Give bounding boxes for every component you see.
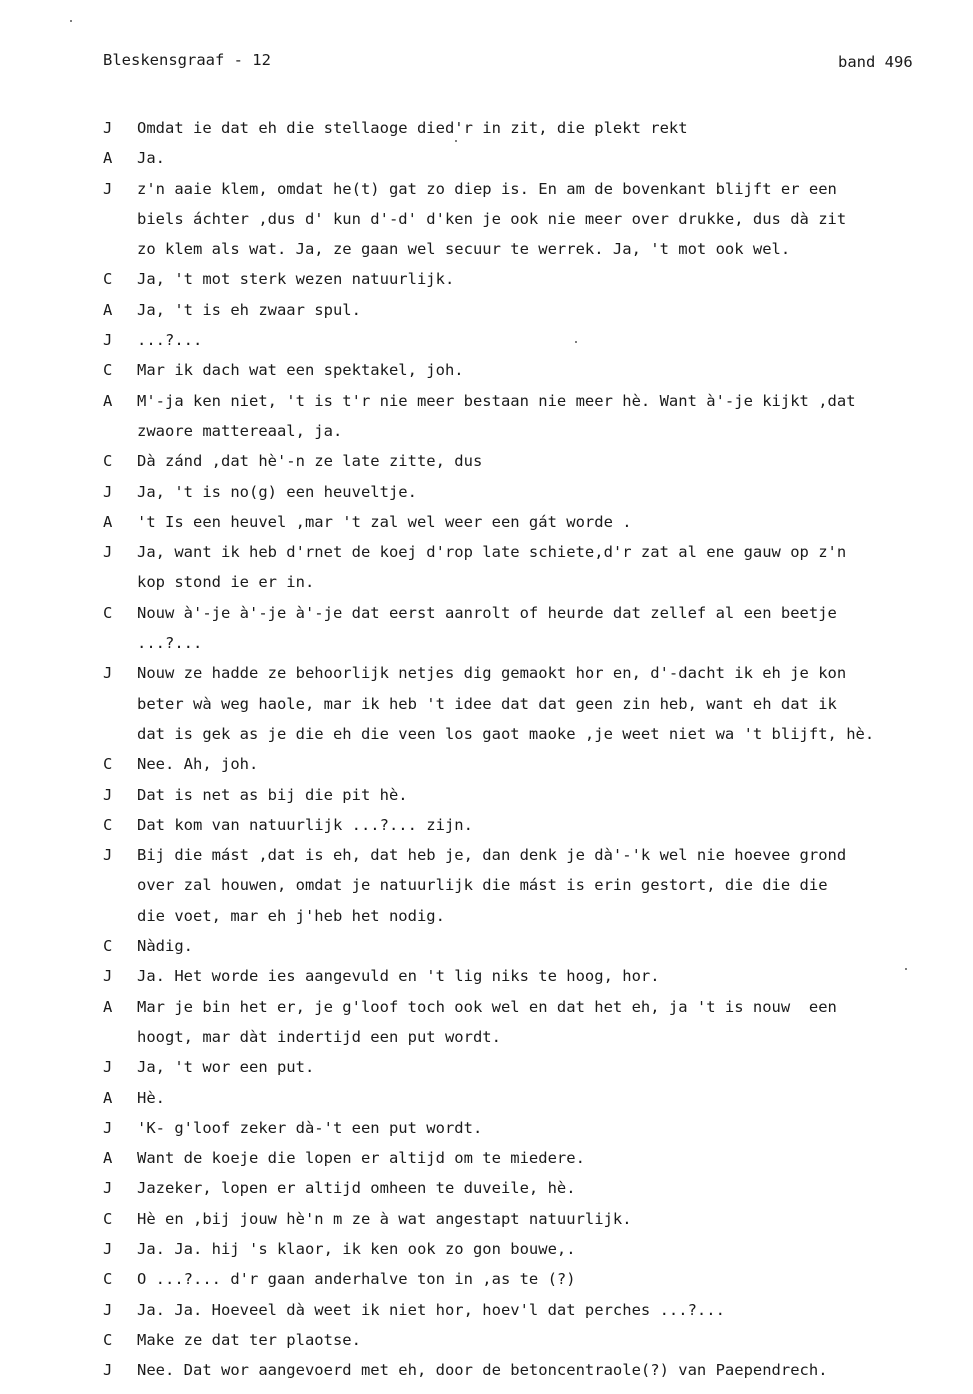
transcript-turn: [103, 992, 963, 1053]
speaker-label: J: [103, 1118, 113, 1137]
utterance: [137, 749, 963, 779]
utterance: [137, 537, 963, 598]
utterance: [137, 1143, 963, 1173]
utterance-line: Nee. Dat wor aangevoerd met eh, door de betoncentraole(?) van Paependrech.: [137, 1361, 828, 1380]
utterance-line: hoogt, mar dàt indertijd een put wordt.: [137, 1027, 501, 1046]
utterance: [137, 386, 963, 447]
transcript-turn: [103, 264, 963, 294]
speaker-label: J: [103, 482, 113, 501]
utterance: [137, 264, 963, 294]
utterance-line: Jazeker, lopen er altijd omheen te duveile, hè.: [137, 1179, 576, 1198]
utterance-line: Ja. Het worde ies aangevuld en 't lig niks te hoog, hor.: [137, 967, 660, 986]
transcript-turn: [103, 1083, 963, 1113]
utterance: [137, 598, 963, 659]
transcript-turn: [103, 325, 963, 355]
scan-speck: [455, 140, 457, 142]
utterance: [137, 1113, 963, 1143]
transcript-turn: [103, 598, 963, 659]
speaker-label: C: [103, 270, 113, 289]
speaker-label: C: [103, 937, 113, 956]
transcript-turn: [103, 537, 963, 598]
transcript-turn: [103, 1113, 963, 1143]
utterance: [137, 1264, 963, 1294]
speaker-label: A: [103, 1149, 113, 1168]
utterance-line: Ja, 't is eh zwaar spul.: [137, 300, 361, 319]
utterance-line: Mar je bin het er, je g'loof toch ook wel en dat het eh, ja 't is nouw een: [137, 997, 837, 1016]
utterance-line: Want de koeje die lopen er altijd om te miedere.: [137, 1149, 585, 1168]
speaker-label: J: [103, 1361, 113, 1380]
transcript-turn: [103, 1173, 963, 1203]
utterance-line: zwaore mattereaal, ja.: [137, 421, 343, 440]
speaker-label: C: [103, 452, 113, 471]
utterance-line: biels áchter ,dus d' kun d'-d' d'ken je ook nie meer over drukke, dus dà zit: [137, 209, 847, 228]
transcript-turn: [103, 1325, 963, 1355]
transcript-turn: [103, 386, 963, 447]
transcript-turn: [103, 174, 963, 265]
speaker-label: A: [103, 300, 113, 319]
utterance-line: Hè.: [137, 1088, 165, 1107]
utterance-line: Ja, 't mot sterk wezen natuurlijk.: [137, 270, 455, 289]
utterance-line: Ja, 't wor een put.: [137, 1058, 315, 1077]
transcript-turn: [103, 295, 963, 325]
utterance-line: Ja. Ja. Hoeveel dà weet ik niet hor, hoev'l dat perches ...?...: [137, 1300, 725, 1319]
utterance-line: 'K- g'loof zeker dà-'t een put wordt.: [137, 1118, 483, 1137]
transcript-turn: [103, 446, 963, 476]
transcript-turn: [103, 931, 963, 961]
utterance: [137, 780, 963, 810]
transcript-turn: [103, 749, 963, 779]
speaker-label: J: [103, 1239, 113, 1258]
speaker-label: J: [103, 1300, 113, 1319]
page-header-tape-number: band 496: [838, 53, 913, 71]
utterance: [137, 355, 963, 385]
speaker-label: A: [103, 149, 113, 168]
transcript-body: [103, 113, 963, 1385]
speaker-label: J: [103, 967, 113, 986]
transcript-turn: [103, 780, 963, 810]
utterance: [137, 507, 963, 537]
transcript-turn: [103, 143, 963, 173]
utterance: [137, 992, 963, 1053]
utterance-line: M'-ja ken niet, 't is t'r nie meer bestaan nie meer hè. Want à'-je kijkt ,dat: [137, 391, 856, 410]
scan-speck: [575, 341, 577, 343]
utterance-line: Hè en ,bij jouw hè'n m ze à wat angestapt natuurlijk.: [137, 1209, 632, 1228]
utterance-line: ...?...: [137, 634, 203, 653]
speaker-label: J: [103, 1179, 113, 1198]
utterance-line: Omdat ie dat eh die stellaoge died'r in zit, die plekt rekt: [137, 119, 688, 137]
transcript-turn: [103, 1295, 963, 1325]
speaker-label: J: [103, 119, 113, 137]
transcript-turn: [103, 1264, 963, 1294]
speaker-label: C: [103, 755, 113, 774]
utterance: [137, 446, 963, 476]
speaker-label: C: [103, 1270, 113, 1289]
speaker-label: C: [103, 1330, 113, 1349]
utterance: [137, 810, 963, 840]
utterance-line: over zal houwen, omdat je natuurlijk die mást is erin gestort, die die die: [137, 876, 828, 895]
speaker-label: A: [103, 997, 113, 1016]
transcript-turn: [103, 355, 963, 385]
utterance: [137, 325, 963, 355]
utterance: [137, 1052, 963, 1082]
utterance: [137, 295, 963, 325]
utterance: [137, 1083, 963, 1113]
utterance: [137, 1234, 963, 1264]
utterance-line: beter wà weg haole, mar ik heb 't idee dat dat geen zin heb, want eh dat ik: [137, 694, 837, 713]
utterance-line: zo klem als wat. Ja, ze gaan wel secuur te werrek. Ja, 't mot ook wel.: [137, 240, 791, 259]
speaker-label: J: [103, 331, 113, 350]
utterance-line: Nouw à'-je à'-je à'-je dat eerst aanrolt of heurde dat zellef al een beetje: [137, 603, 837, 622]
transcript-turn: [103, 1234, 963, 1264]
utterance: [137, 1295, 963, 1325]
utterance: [137, 113, 963, 143]
utterance-line: Ja, want ik heb d'rnet de koej d'rop late schiete,d'r zat al ene gauw op z'n: [137, 543, 847, 562]
utterance-line: ...?...: [137, 331, 203, 350]
utterance-line: O ...?... d'r gaan anderhalve ton in ,as te (?): [137, 1270, 576, 1289]
transcript-turn: [103, 477, 963, 507]
utterance: [137, 1204, 963, 1234]
utterance-line: Ja, 't is no(g) een heuveltje.: [137, 482, 417, 501]
transcript-turn: [103, 810, 963, 840]
speaker-label: J: [103, 543, 113, 562]
transcript-turn: [103, 1052, 963, 1082]
transcript-turn: [103, 1143, 963, 1173]
speaker-label: J: [103, 179, 113, 198]
utterance-line: Ja. Ja. hij 's klaor, ik ken ook zo gon bouwe,.: [137, 1239, 576, 1258]
utterance-line: Dat kom van natuurlijk ...?... zijn.: [137, 815, 473, 834]
utterance: [137, 1355, 963, 1385]
utterance-line: die voet, mar eh j'heb het nodig.: [137, 906, 445, 925]
speaker-label: J: [103, 664, 113, 683]
speaker-label: C: [103, 361, 113, 380]
utterance-line: Bij die mást ,dat is eh, dat heb je, dan denk je dà'-'k wel nie hoevee grond: [137, 846, 847, 865]
utterance-line: Nee. Ah, joh.: [137, 755, 259, 774]
speaker-label: J: [103, 1058, 113, 1077]
utterance: [137, 477, 963, 507]
scan-speck: [905, 968, 907, 970]
utterance-line: Nouw ze hadde ze behoorlijk netjes dig gemaokt hor en, d'-dacht ik eh je kon: [137, 664, 847, 683]
speaker-label: C: [103, 603, 113, 622]
utterance: [137, 1173, 963, 1203]
utterance-line: 't Is een heuvel ,mar 't zal wel weer een gát worde .: [137, 512, 632, 531]
utterance: [137, 1325, 963, 1355]
utterance: [137, 174, 963, 265]
utterance: [137, 931, 963, 961]
utterance-line: z'n aaie klem, omdat he(t) gat zo diep is. En am de bovenkant blijft er een: [137, 179, 837, 198]
utterance-line: Nàdig.: [137, 937, 193, 956]
page-header-title: Bleskensgraaf - 12: [103, 51, 271, 69]
speaker-label: A: [103, 512, 113, 531]
utterance-line: dat is gek as je die eh die veen los gaot maoke ,je weet niet wa 't blijft, hè.: [137, 724, 875, 743]
utterance: [137, 961, 963, 991]
utterance: [137, 658, 963, 749]
transcript-turn: [103, 113, 963, 143]
transcript-turn: [103, 658, 963, 749]
speaker-label: J: [103, 846, 113, 865]
speaker-label: A: [103, 1088, 113, 1107]
transcript-turn: [103, 961, 963, 991]
transcript-turn: [103, 1355, 963, 1385]
transcript-turn: [103, 840, 963, 931]
utterance-line: Dà zánd ,dat hè'-n ze late zitte, dus: [137, 452, 483, 471]
transcript-turn: [103, 507, 963, 537]
utterance-line: Ja.: [137, 149, 165, 168]
scan-speck: [70, 20, 72, 22]
utterance: [137, 840, 963, 931]
utterance-line: Mar ik dach wat een spektakel, joh.: [137, 361, 464, 380]
utterance-line: kop stond ie er in.: [137, 573, 315, 592]
utterance-line: Dat is net as bij die pit hè.: [137, 785, 408, 804]
speaker-label: C: [103, 815, 113, 834]
speaker-label: J: [103, 785, 113, 804]
transcript-turn: [103, 1204, 963, 1234]
speaker-label: A: [103, 391, 113, 410]
utterance-line: Make ze dat ter plaotse.: [137, 1330, 361, 1349]
utterance: [137, 143, 963, 173]
speaker-label: C: [103, 1209, 113, 1228]
